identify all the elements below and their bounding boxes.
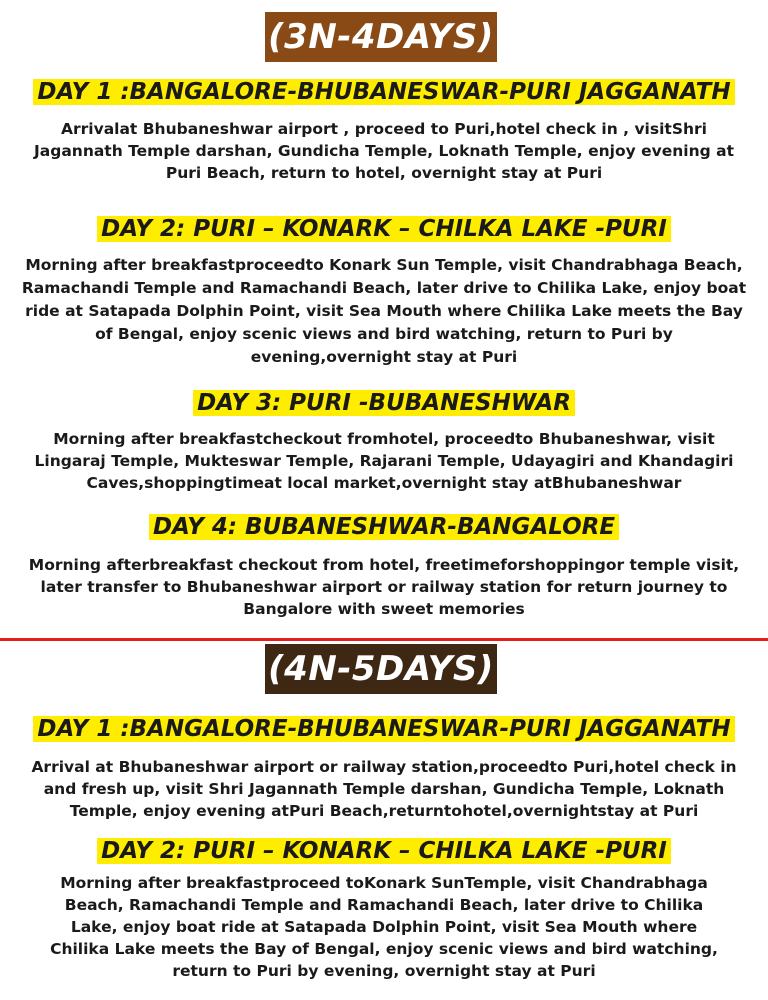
package-banner-4n5d: (4N-5DAYS) — [265, 644, 497, 694]
day4-description: Morning afterbreakfast checkout from hotel, freetimeforshoppingor temple visit, later transfer to Bhubaneshwar airport or railway station for return journey to Bangalore with sweet memories — [28, 556, 740, 618]
day1-description-4n5d: Arrival at Bhubaneshwar airport or railway station,proceedto Puri,hotel check in and fresh up, visit Shri Jagannath Temple darshan, Gundicha Temple, Loknath Temple, enjoy evening atPuri Beach,returntohotel,overnightstay at Puri — [31, 758, 737, 820]
day2-heading: DAY 2: PURI – KONARK – CHILKA LAKE -PURI — [0, 214, 768, 244]
day4-heading: DAY 4: BUBANESHWAR-BANGALORE — [0, 512, 768, 542]
day2-heading-4n5d: DAY 2: PURI – KONARK – CHILKA LAKE -PURI — [0, 836, 768, 866]
day3-description: Morning after breakfastcheckout fromhotel, proceedto Bhubaneshwar, visit Lingaraj Temple, Mukteswar Temple, Rajarani Temple, Udayagiri and Khandagiri Caves,shoppingtimeat local market,overnight stay atBhubaneshwar — [34, 430, 734, 492]
day2-description: Morning after breakfastproceedto Konark Sun Temple, visit Chandrabhaga Beach, Ramachandi Temple and Ramachandi Beach, later drive to Chilika Lake, enjoy boat ride at Satapada Dolphin Point, visit Sea Mouth where Chilika Lake meets the Bay of Bengal, enjoy scenic views and bird watching, return to Puri by evening,overnight stay at Puri — [21, 256, 747, 366]
section-divider — [0, 638, 768, 641]
day2-description-4n5d: Morning after breakfastproceed toKonark SunTemple, visit Chandrabhaga Beach, Ramachandi Temple and Ramachandi Beach, later drive to Chilika Lake, enjoy boat ride at Satapada Dolphin Point, visit Sea Mouth where Chilika Lake meets the Bay of Bengal, enjoy scenic views and bird watching, return to Puri by evening, overnight stay at Puri — [50, 874, 718, 980]
day1-heading: DAY 1 :BANGALORE-BHUBANESWAR-PURI JAGGANATH — [0, 77, 768, 107]
day3-heading: DAY 3: PURI -BUBANESHWAR — [0, 388, 768, 418]
package-banner-3n4d: (3N-4DAYS) — [265, 12, 497, 62]
day1-description: Arrivalat Bhubaneshwar airport , proceed to Puri,hotel check in , visitShri Jagannath Temple darshan, Gundicha Temple, Loknath Temple, enjoy evening at Puri Beach, return to hotel, overnight stay at Puri — [34, 120, 734, 182]
day1-heading-4n5d: DAY 1 :BANGALORE-BHUBANESWAR-PURI JAGGANATH — [0, 714, 768, 744]
